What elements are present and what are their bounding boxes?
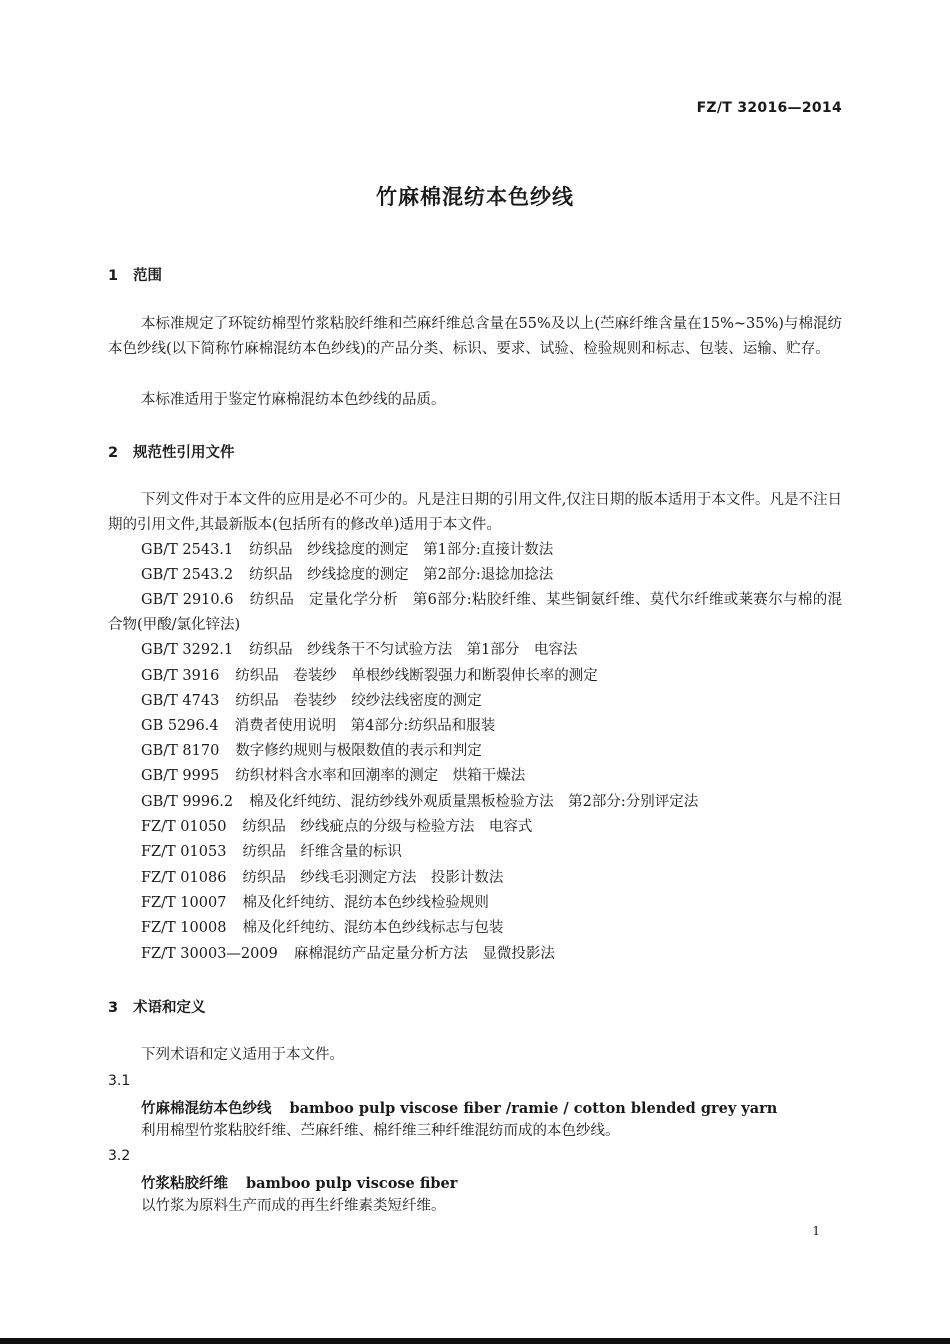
reference-code: FZ/T 01053: [141, 844, 227, 860]
reference-title: 纺织品 卷装纱 绞纱法线密度的测定: [235, 693, 482, 709]
reference-item: [141, 891, 489, 916]
term-chinese: 竹浆粘胶纤维: [141, 1176, 228, 1192]
reference-item: [141, 689, 482, 714]
term-number: 3.2: [108, 1148, 131, 1164]
reference-code: GB 5296.4: [141, 718, 219, 734]
reference-item: [141, 538, 553, 563]
reference-item: [141, 739, 482, 764]
section-2-heading: [108, 441, 235, 462]
reference-item: [141, 714, 495, 739]
section-3-heading: [108, 996, 206, 1017]
reference-title: 棉及化纤纯纺、混纺纱线外观质量黑板检验方法 第2部分:分别评定法: [249, 794, 699, 810]
reference-title: 纺织品 纱线疵点的分级与检验方法 电容式: [242, 819, 533, 835]
document-title: 竹麻棉混纺本色纱线: [376, 185, 574, 209]
page-number: 1: [812, 1224, 820, 1238]
term-heading: [141, 1172, 457, 1193]
reference-code: GB/T 3916: [141, 668, 220, 684]
reference-code: FZ/T 10008: [141, 920, 227, 936]
term-heading: [141, 1097, 777, 1118]
section-title: 规范性引用文件: [133, 445, 235, 461]
term-definition: 利用棉型竹浆粘胶纤维、苎麻纤维、棉纤维三种纤维混纺而成的本色纱线。: [141, 1123, 620, 1139]
reference-item: [141, 916, 503, 941]
term-chinese: 竹麻棉混纺本色纱线: [141, 1101, 272, 1117]
reference-item: [141, 764, 525, 789]
reference-code: FZ/T 01050: [141, 819, 227, 835]
reference-title: 数字修约规则与极限数值的表示和判定: [235, 743, 482, 759]
reference-code: GB/T 2543.1: [141, 542, 234, 558]
reference-title: 棉及化纤纯纺、混纺本色纱线检验规则: [242, 895, 489, 911]
reference-title: 纺织品 纤维含量的标识: [242, 844, 402, 860]
reference-item: [141, 815, 532, 840]
standard-code: FZ/T 32016—2014: [696, 100, 842, 116]
section-title: 术语和定义: [133, 1000, 206, 1016]
reference-item: [141, 664, 598, 689]
reference-title: 麻棉混纺产品定量分析方法 显微投影法: [293, 946, 555, 962]
reference-code: GB/T 9995: [141, 768, 220, 784]
term-definition: 以竹浆为原料生产而成的再生纤维素类短纤维。: [141, 1198, 446, 1214]
reference-code: GB/T 9996.2: [141, 794, 234, 810]
reference-title: 纺织品 纱线毛羽测定方法 投影计数法: [242, 870, 504, 886]
section-number: 1: [108, 268, 119, 284]
reference-code: FZ/T 01086: [141, 870, 227, 886]
reference-code: GB/T 4743: [141, 693, 220, 709]
references-intro: 下列文件对于本文件的应用是必不可少的。凡是注日期的引用文件,仅注日期的版本适用于本文件。凡是不注日期的引用文件,其最新版本(包括所有的修改单)适用于本文件。: [108, 492, 842, 534]
reference-code: GB/T 3292.1: [141, 642, 234, 658]
section-number: 2: [108, 445, 119, 461]
section-number: 3: [108, 1000, 119, 1016]
reference-item: [141, 790, 698, 815]
reference-title: 消费者使用说明 第4部分:纺织品和服装: [234, 718, 496, 734]
terms-intro: 下列术语和定义适用于本文件。: [141, 1047, 344, 1063]
bottom-border: [0, 1338, 950, 1344]
term-english: bamboo pulp viscose fiber /ramie / cotton blended grey yarn: [289, 1100, 778, 1117]
reference-title: 纺织品 纱线捻度的测定 第1部分:直接计数法: [249, 542, 554, 558]
reference-code: GB/T 8170: [141, 743, 220, 759]
reference-code: GB/T 2543.2: [141, 567, 234, 583]
term-number: 3.1: [108, 1073, 131, 1089]
reference-item: [108, 588, 842, 638]
scope-paragraph: 本标准规定了环锭纺棉型竹浆粘胶纤维和苎麻纤维总含量在55%及以上(苎麻纤维含量在15%~35%)与棉混纺本色纱线(以下简称竹麻棉混纺本色纱线)的产品分类、标识、要求、试验、检验规则和标志、包装、运输、贮存。: [108, 316, 842, 358]
reference-item: [141, 638, 577, 663]
scope-applicability: 本标准适用于鉴定竹麻棉混纺本色纱线的品质。: [141, 392, 446, 408]
reference-code: FZ/T 10007: [141, 895, 227, 911]
reference-title: 棉及化纤纯纺、混纺本色纱线标志与包装: [242, 920, 504, 936]
section-title: 范围: [133, 268, 162, 284]
reference-title: 纺织品 纱线条干不匀试验方法 第1部分 电容法: [249, 642, 578, 658]
reference-title: 纺织品 纱线捻度的测定 第2部分:退捻加捻法: [249, 567, 554, 583]
reference-item: [141, 563, 553, 588]
term-english: bamboo pulp viscose fiber: [246, 1175, 458, 1192]
reference-item: [141, 866, 503, 891]
reference-item: [141, 942, 555, 967]
reference-code: GB/T 2910.6: [141, 592, 234, 608]
reference-title: 纺织品 卷装纱 单根纱线断裂强力和断裂伸长率的测定: [235, 668, 598, 684]
reference-title: 纺织材料含水率和回潮率的测定 烘箱干燥法: [235, 768, 526, 784]
reference-title: 纺织品 定量化学分析 第6部分:粘胶纤维、某些铜氨纤维、莫代尔纤维或莱赛尔与棉的混合物(甲酸/氯化锌法): [108, 592, 843, 634]
reference-code: FZ/T 30003—2009: [141, 946, 278, 962]
reference-item: [141, 840, 402, 865]
section-1-heading: [108, 264, 162, 285]
